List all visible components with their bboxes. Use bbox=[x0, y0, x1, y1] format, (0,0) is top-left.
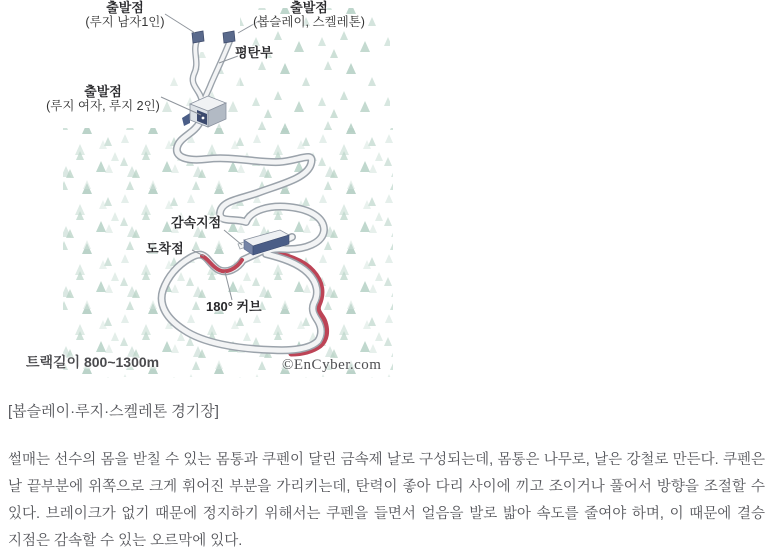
label-start-luge-women-doubles bbox=[34, 85, 172, 113]
figure-caption: [봅슬레이·루지·스켈레톤 경기장] bbox=[8, 403, 219, 420]
tree-pattern-layer bbox=[63, 8, 393, 378]
label-180-curve: 180° 커브 bbox=[206, 299, 262, 314]
label-track-length: 트랙길이 800~1300m bbox=[26, 354, 160, 370]
label-sub: (봅슬레이, 스켈레톤) bbox=[253, 15, 365, 29]
article-body: 썰매는 선수의 몸을 받칠 수 있는 몸통과 쿠펜이 달린 금속제 날로 구성되는데, 몸통은 나무로, 날은 강철로 만든다. 쿠펜은 날 끝부분에 위쪽으로 크게 휘어진 부분을 가리키는데, 탄력이 좋아 다리 사이에 끼고 조이거나 풀어서 방향을 조절할 수 있다. 브레이크가 없기 때문에 정지하기 위해서는 쿠펜을 들면서 얼음을 발로 밟아 속도를 줄여야 하며, 이 때문에 결승 지점은 감속할 수 있는 오르막에 있다. bbox=[8, 452, 765, 549]
copyright-watermark: ©EnCyber.com bbox=[282, 357, 382, 373]
label-sub: (루지 남자1인) bbox=[85, 15, 165, 29]
label-start-bobsleigh-skeleton bbox=[239, 1, 379, 29]
track-diagram bbox=[8, 0, 408, 390]
label-title: 출발점 bbox=[290, 0, 328, 15]
track-diagram-svg bbox=[8, 0, 408, 390]
label-sub: (루지 여자, 루지 2인) bbox=[46, 99, 160, 113]
label-title: 출발점 bbox=[106, 0, 144, 15]
start-cap-bobsleigh bbox=[223, 31, 235, 43]
label-finish-point: 도착점 bbox=[146, 241, 184, 256]
label-flat-section: 평탄부 bbox=[235, 45, 273, 60]
label-deceleration-point: 감속지점 bbox=[171, 215, 222, 230]
label-start-luge-men bbox=[70, 1, 180, 29]
label-title: 출발점 bbox=[84, 84, 122, 99]
